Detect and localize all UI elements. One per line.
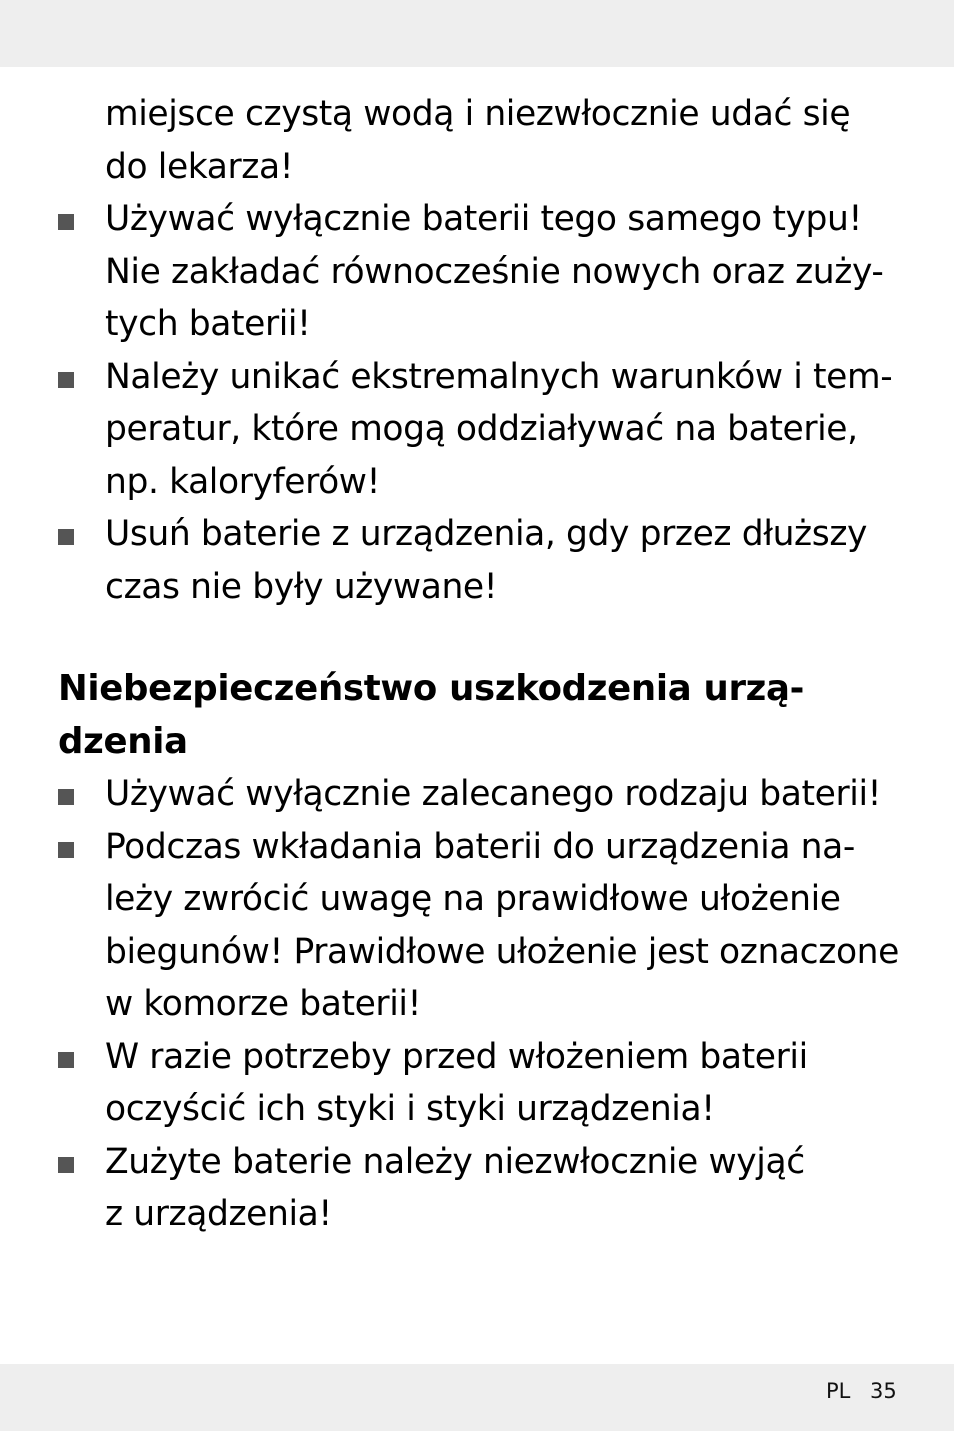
page-number: 35 (870, 1379, 897, 1403)
section-heading (0, 663, 888, 768)
list-item (0, 351, 905, 509)
list-item (0, 768, 905, 821)
text-line: z urządzenia! (105, 1194, 332, 1234)
text-line: np. kaloryferów! (105, 461, 381, 502)
page-content (0, 88, 954, 1241)
heading-line: dzenia (58, 720, 188, 762)
bottom-band (0, 1364, 954, 1431)
square-bullet-icon (58, 789, 74, 805)
text-line: Nie zakładać równocześnie nowych oraz zuży- (105, 251, 884, 292)
text-line: tych baterii! (105, 304, 311, 344)
text-line: leży zwrócić uwagę na prawidłowe ułożenie (105, 879, 841, 919)
list-item (0, 821, 905, 1031)
text-line: Zużyte baterie należy niezwłocznie wyjąć (105, 1141, 805, 1182)
text-line: Podczas wkładania baterii do urządzenia na- (105, 826, 855, 867)
text-line: miejsce czystą wodą i niezwłocznie udać się (105, 94, 851, 134)
list-item (0, 508, 905, 613)
text-line: do lekarza! (105, 146, 294, 187)
text-line: Należy unikać ekstremalnych warunków i tem- (105, 356, 893, 397)
continuation-paragraph (0, 88, 905, 193)
footer-language: PL (826, 1379, 851, 1403)
heading-line: Niebezpieczeństwo uszkodzenia urzą- (58, 668, 805, 709)
square-bullet-icon (58, 842, 74, 858)
square-bullet-icon (58, 1052, 74, 1068)
square-bullet-icon (58, 214, 74, 230)
text-line: w komorze baterii! (105, 984, 422, 1024)
square-bullet-icon (58, 529, 74, 545)
square-bullet-icon (58, 1157, 74, 1173)
list-item (0, 1136, 905, 1241)
list-item (0, 1031, 905, 1136)
square-bullet-icon (58, 372, 74, 388)
text-line: biegunów! Prawidłowe ułożenie jest oznaczone (105, 931, 899, 972)
text-line: Używać wyłącznie zalecanego rodzaju baterii! (105, 774, 882, 814)
list-item (0, 193, 905, 351)
text-line: peratur, które mogą oddziaływać na baterie, (105, 409, 858, 449)
text-line: W razie potrzeby przed włożeniem baterii (105, 1036, 808, 1077)
text-line: Usuń baterie z urządzenia, gdy przez dłuższy (105, 514, 868, 554)
text-line: czas nie były używane! (105, 566, 498, 607)
top-band (0, 0, 954, 67)
text-line: oczyścić ich styki i styki urządzenia! (105, 1089, 715, 1129)
text-line: Używać wyłącznie baterii tego samego typu! (105, 199, 862, 239)
